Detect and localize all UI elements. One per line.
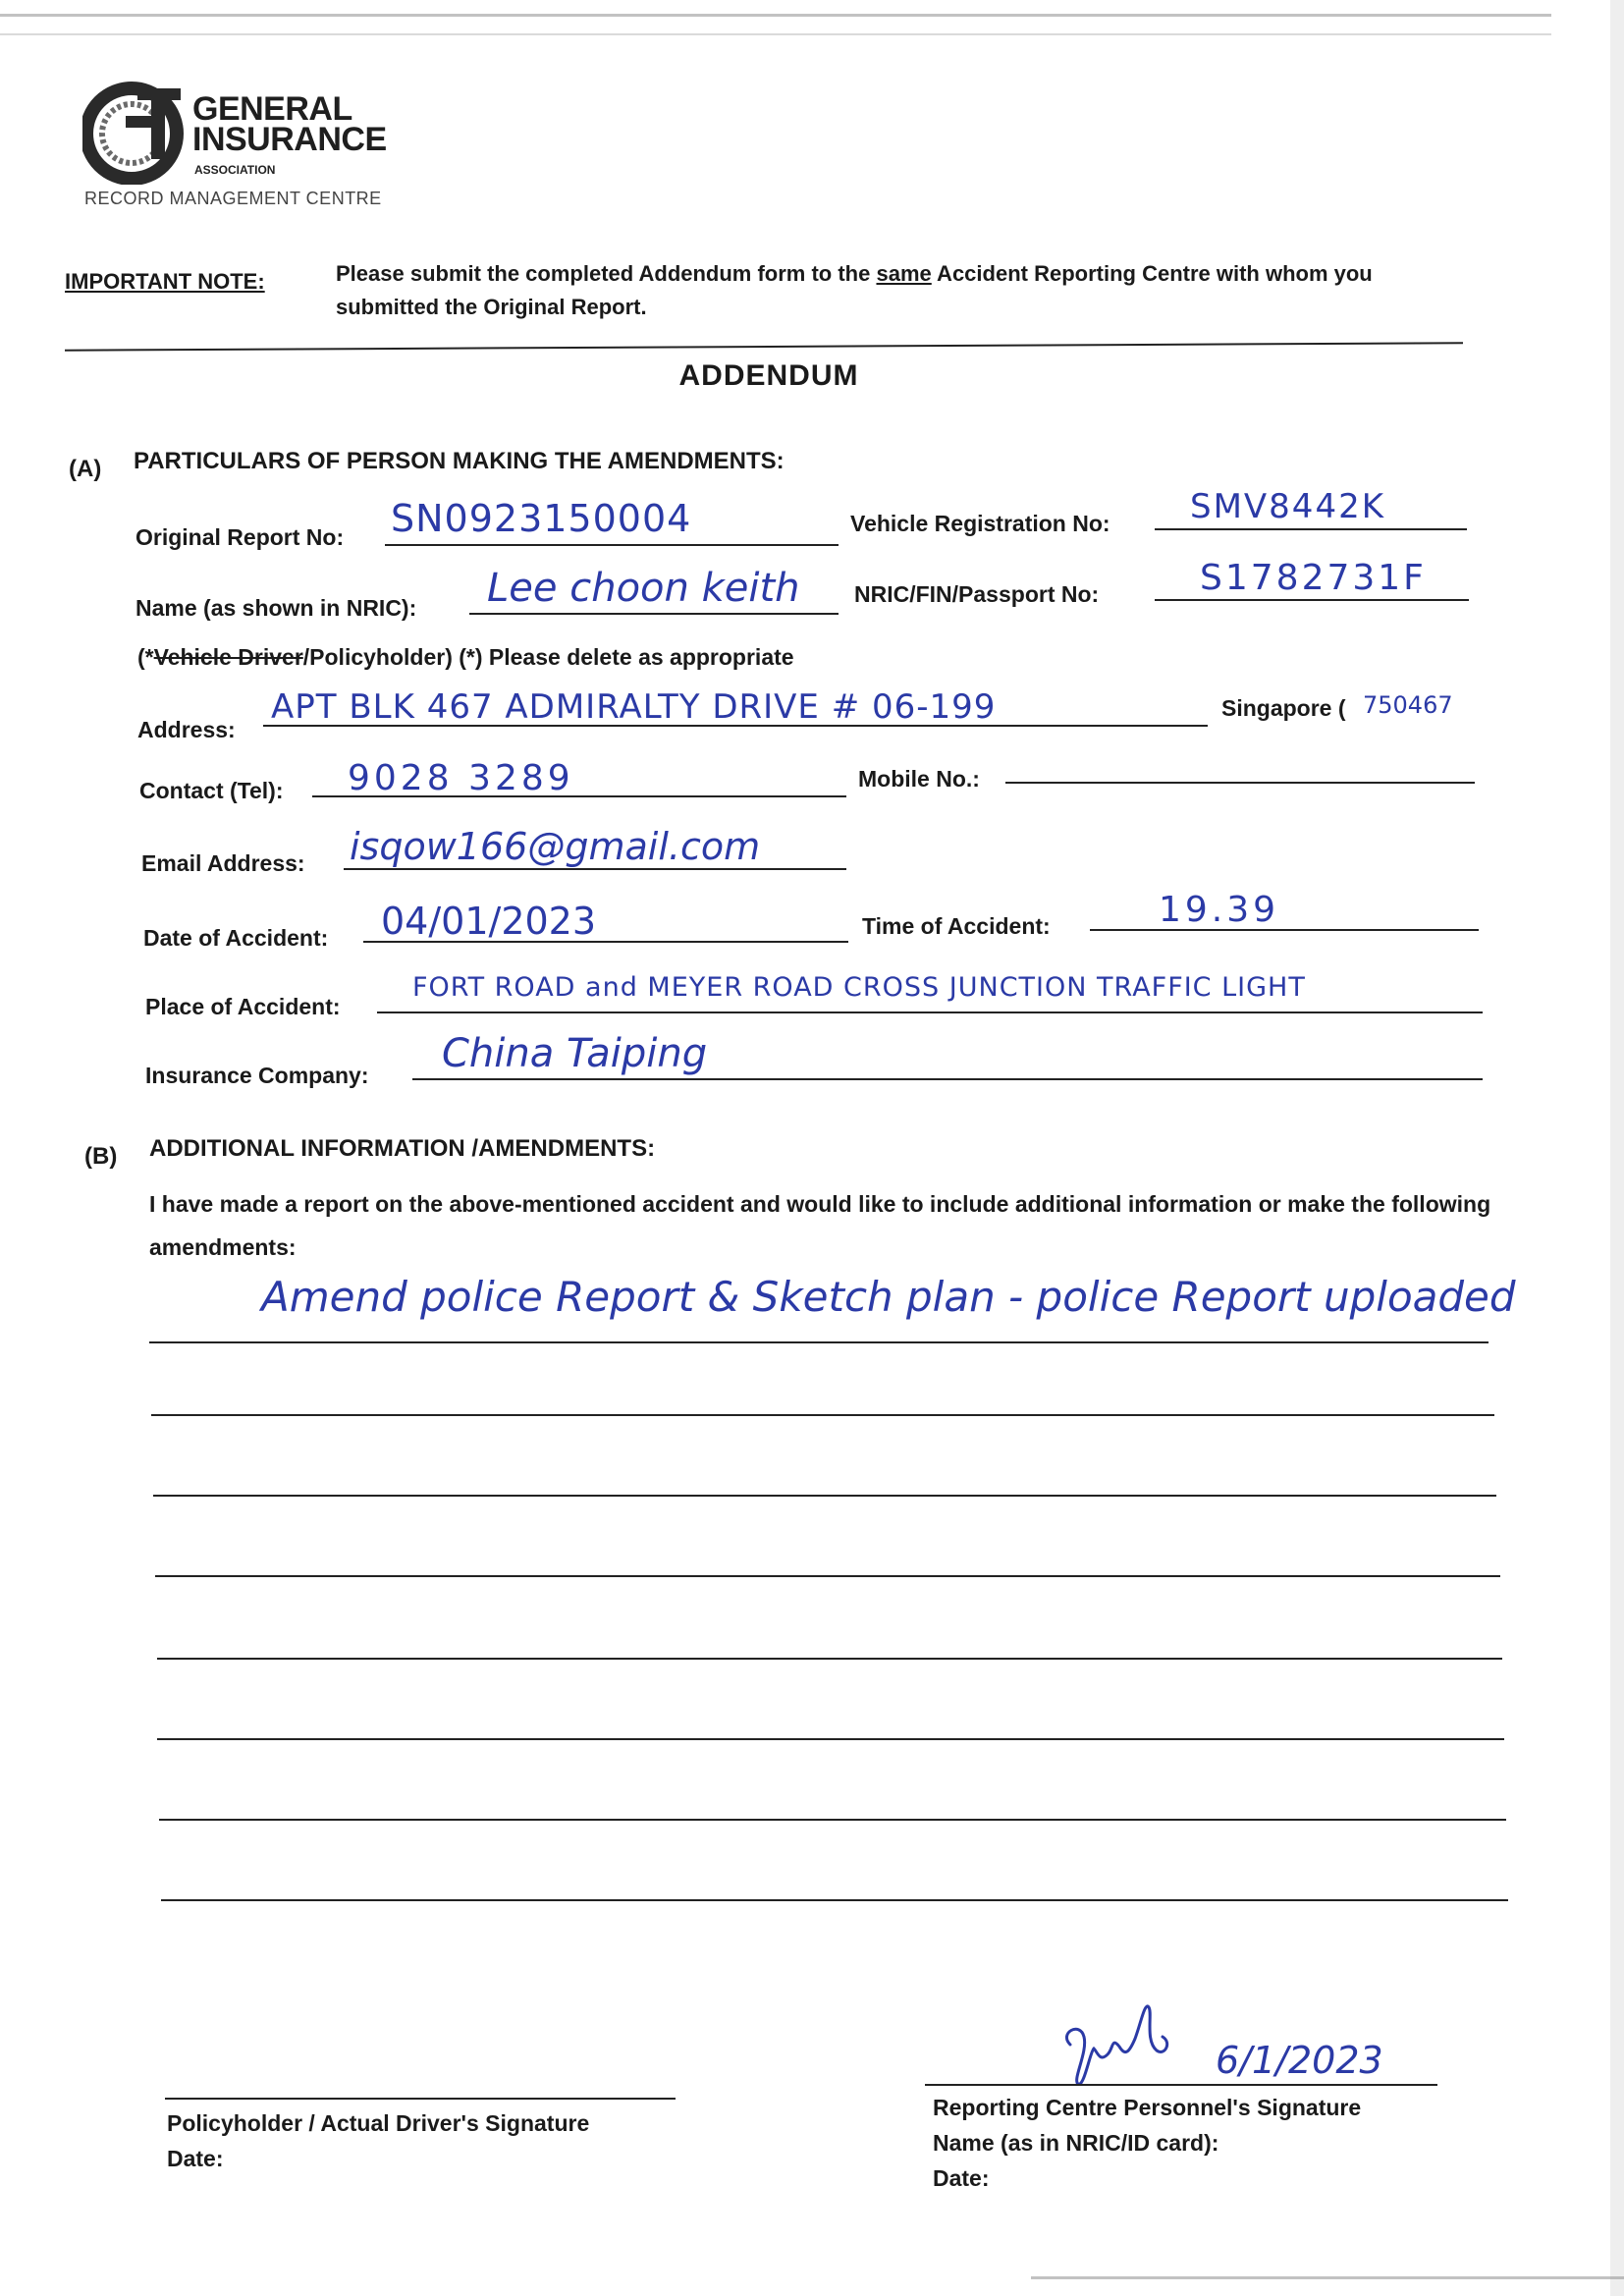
personnel-signature-label: Reporting Centre Personnel's Signature — [933, 2095, 1362, 2120]
email-value[interactable]: isqow166@gmail.com — [350, 825, 761, 868]
section-a-heading: PARTICULARS OF PERSON MAKING THE AMENDMENTS: — [134, 448, 785, 474]
role-line — [137, 644, 794, 671]
section-b-heading: ADDITIONAL INFORMATION /AMENDMENTS: — [149, 1135, 656, 1162]
amendment-line-4 — [155, 1575, 1500, 1577]
section-b-intro: I have made a report on the above-mentioned accident and would like to include additional information or make the following amendments: — [149, 1191, 1491, 1260]
mobile-label: Mobile No.: — [858, 766, 980, 792]
original-report-label: Original Report No: — [135, 524, 345, 550]
important-note-label: IMPORTANT NOTE: — [65, 269, 265, 294]
personnel-date-label: Date: — [933, 2165, 990, 2191]
time-of-accident-value[interactable]: 19.39 — [1159, 890, 1280, 930]
time-of-accident-line — [1090, 929, 1479, 931]
date-of-accident-label: Date of Accident: — [143, 925, 329, 951]
gia-logo — [82, 81, 406, 218]
role-suffix: /Policyholder) (*) Please delete as appropriate — [302, 644, 794, 670]
amendment-line-2 — [151, 1414, 1494, 1416]
personnel-signature-line — [925, 2084, 1437, 2086]
vehicle-registration-value[interactable]: SMV8442K — [1190, 487, 1385, 526]
scan-edge-right — [1610, 0, 1624, 2296]
amendment-line-1 — [149, 1341, 1489, 1343]
logo-subtitle: RECORD MANAGEMENT CENTRE — [84, 189, 382, 208]
mobile-line — [1005, 782, 1475, 784]
amendment-line-7 — [159, 1819, 1506, 1821]
amendment-line-6 — [157, 1738, 1504, 1740]
logo-line-insurance: INSURANCE — [192, 121, 387, 158]
original-report-line — [385, 544, 839, 546]
section-b-code: (B) — [84, 1143, 118, 1170]
gia-logo-mark-icon — [82, 81, 187, 185]
date-of-accident-value[interactable]: 04/01/2023 — [381, 900, 597, 943]
singapore-label: Singapore ( — [1221, 695, 1346, 721]
nric-value[interactable]: S1782731F — [1200, 558, 1427, 598]
logo-line-association: ASSOCIATION — [194, 163, 276, 177]
note-text-part2: Accident Reporting Centre with whom you submitted the Original Report. — [336, 261, 1373, 319]
note-text-emphasis: same — [876, 261, 932, 286]
nric-label: NRIC/FIN/Passport No: — [854, 581, 1100, 607]
role-struck-vehicle-driver: Vehicle Driver — [153, 644, 303, 670]
form-title: ADDENDUM — [678, 359, 859, 392]
personnel-signature-block — [933, 2090, 1361, 2196]
personnel-date-value[interactable]: 6/1/2023 — [1216, 2039, 1383, 2082]
policyholder-signature-block — [167, 2105, 589, 2176]
important-note-text — [336, 257, 1465, 324]
place-of-accident-value[interactable]: FORT ROAD and MEYER ROAD CROSS JUNCTION TRAFFIC LIGHT — [412, 972, 1306, 1003]
email-label: Email Address: — [141, 850, 305, 876]
place-of-accident-label: Place of Accident: — [145, 994, 341, 1019]
personnel-name-label: Name (as in NRIC/ID card): — [933, 2130, 1219, 2156]
name-value[interactable]: Lee choon keith — [487, 566, 800, 611]
amendment-line-5 — [157, 1658, 1502, 1660]
amendment-line-3 — [153, 1495, 1496, 1497]
contact-value[interactable]: 9028 3289 — [348, 758, 574, 798]
insurance-company-label: Insurance Company: — [145, 1063, 369, 1088]
amendment-text-1[interactable]: Amend police Report & Sketch plan - police Report uploaded — [261, 1273, 1516, 1321]
role-prefix: (* — [137, 644, 154, 670]
scan-edge-top-inner — [0, 33, 1551, 35]
vehicle-registration-label: Vehicle Registration No: — [850, 511, 1110, 536]
gia-logo-wordmark — [192, 90, 387, 158]
insurance-company-value[interactable]: China Taiping — [442, 1031, 708, 1076]
policyholder-signature-label: Policyholder / Actual Driver's Signature — [167, 2110, 590, 2136]
name-line — [469, 613, 839, 615]
place-of-accident-line — [377, 1011, 1483, 1013]
original-report-value[interactable]: SN0923150004 — [391, 497, 692, 540]
email-line — [344, 868, 846, 870]
scan-edge-bottom — [1031, 2276, 1624, 2279]
time-of-accident-label: Time of Accident: — [862, 913, 1051, 939]
address-label: Address: — [137, 717, 236, 742]
policyholder-date-label: Date: — [167, 2146, 224, 2171]
name-label: Name (as shown in NRIC): — [135, 595, 417, 621]
personnel-signature-scribble — [1051, 1994, 1178, 2092]
address-value[interactable]: APT BLK 467 ADMIRALTY DRIVE # 06-199 — [271, 687, 997, 727]
note-divider — [65, 342, 1463, 351]
contact-label: Contact (Tel): — [139, 778, 284, 803]
postal-code-value[interactable]: 750467 — [1363, 691, 1453, 719]
section-a-code: (A) — [69, 456, 102, 482]
insurance-company-line — [412, 1078, 1483, 1080]
vehicle-registration-line — [1155, 528, 1467, 530]
policyholder-signature-line — [165, 2098, 676, 2100]
amendment-line-8 — [161, 1899, 1508, 1901]
scan-edge-top — [0, 14, 1551, 17]
nric-line — [1155, 599, 1469, 601]
note-text-part1: Please submit the completed Addendum form to the — [336, 261, 877, 286]
logo-line-general: GENERAL — [192, 90, 352, 128]
